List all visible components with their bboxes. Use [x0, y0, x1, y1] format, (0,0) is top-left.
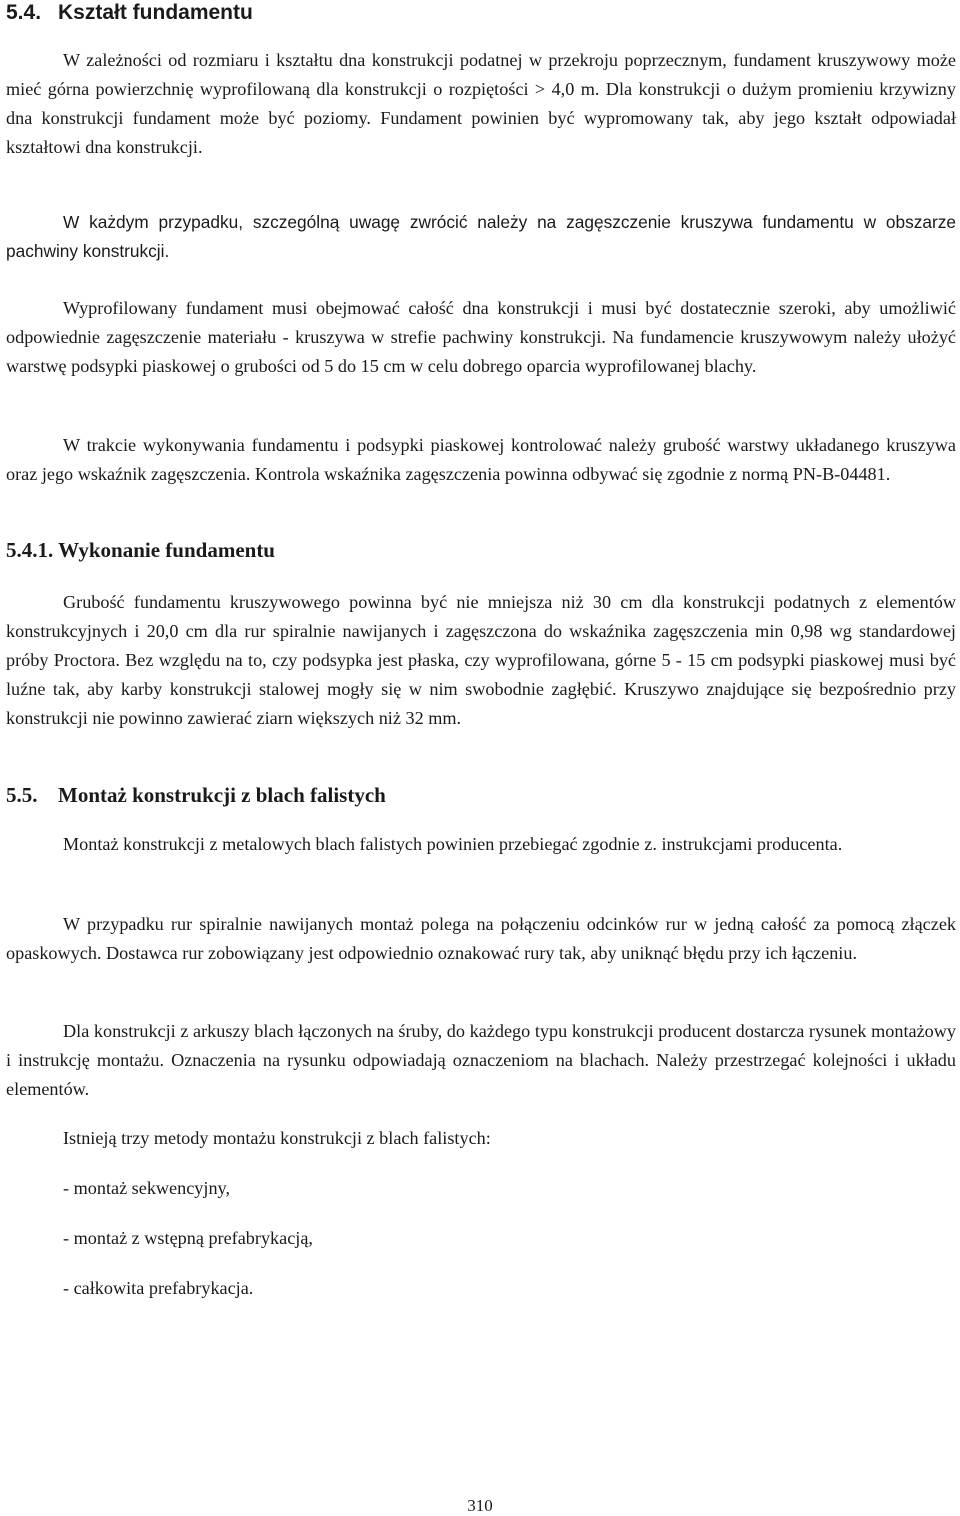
- section-heading-5-5: [6, 782, 386, 808]
- section-number: 5.5.: [6, 783, 38, 807]
- subsection-heading-5-4-1: [6, 537, 275, 563]
- list-item: - całkowita prefabrykacja.: [63, 1278, 254, 1298]
- subsection-title: Wykonanie fundamentu: [58, 538, 275, 562]
- page-number: 310: [467, 1496, 493, 1515]
- section-title: Montaż konstrukcji z blach falistych: [58, 783, 386, 807]
- paragraph: W zależności od rozmiaru i kształtu dna konstrukcji podatnej w przekroju poprzecznym, fundament kruszywowy może mieć górna powierzchnię wyprofilowaną dla konstrukcji o rozpiętości > 4,0 m. Dla konstrukcji o dużym promieniu krzywizny dna konstrukcji fundament może być poziomy. Fundament powinien być wypromowany tak, aby jego kształt odpowiadał kształtowi dna konstrukcji.: [6, 50, 956, 157]
- paragraph: Dla konstrukcji z arkuszy blach łączonych na śruby, do każdego typu konstrukcji producent dostarcza rysunek montażowy i instrukcję montażu. Oznaczenia na rysunku odpowiadają oznaczeniom na blachach. Należy przestrzegać kolejności i układu elementów.: [6, 1021, 956, 1099]
- list-item: - montaż z wstępną prefabrykacją,: [63, 1228, 313, 1248]
- section-heading-5-4: [6, 1, 253, 25]
- section-number: 5.4.: [6, 1, 42, 24]
- paragraph: W każdym przypadku, szczególną uwagę zwrócić należy na zagęszczenie kruszywa fundamentu w obszarze pachwiny konstrukcji.: [6, 212, 956, 261]
- list-item: - montaż sekwencyjny,: [63, 1178, 230, 1198]
- paragraph: Istnieją trzy metody montażu konstrukcji z blach falistych:: [63, 1128, 491, 1148]
- paragraph: W trakcie wykonywania fundamentu i podsypki piaskowej kontrolować należy grubość warstwy układanego kruszywa oraz jego wskaźnik zagęszczenia. Kontrola wskaźnika zagęszczenia powinna odbywać się zgodnie z normą PN-B-04481.: [6, 435, 956, 484]
- section-title: Kształt fundamentu: [58, 1, 253, 24]
- paragraph: Montaż konstrukcji z metalowych blach falistych powinien przebiegać zgodnie z. instrukcjami producenta.: [63, 834, 843, 854]
- paragraph: Grubość fundamentu kruszywowego powinna być nie mniejsza niż 30 cm dla konstrukcji podatnych z elementów konstrukcyjnych i 20,0 cm dla rur spiralnie nawijanych i zagęszczona do wskaźnika zagęszczenia min 0,98 wg standardowej próby Proctora. Bez względu na to, czy podsypka jest płaska, czy wyprofilowana, górne 5 - 15 cm podsypki piaskowej musi być luźne tak, aby karby konstrukcji stalowej mogły się w nim swobodnie zagłębić. Kruszywo znajdujące się bezpośrednio przy konstrukcji nie powinno zawierać ziarn większych niż 32 mm.: [6, 592, 956, 728]
- paragraph: W przypadku rur spiralnie nawijanych montaż polega na połączeniu odcinków rur w jedną całość za pomocą złączek opaskowych. Dostawca rur zobowiązany jest odpowiednio oznakować rury tak, aby uniknąć błędu przy ich łączeniu.: [6, 914, 956, 963]
- paragraph: Wyprofilowany fundament musi obejmować całość dna konstrukcji i musi być dostatecznie szeroki, aby umożliwić odpowiednie zagęszczenie materiału - kruszywa w strefie pachwiny konstrukcji. Na fundamencie kruszywowym należy ułożyć warstwę podsypki piaskowej o grubości od 5 do 15 cm w celu dobrego oparcia wyprofilowanej blachy.: [6, 298, 956, 376]
- subsection-number: 5.4.1.: [6, 538, 54, 562]
